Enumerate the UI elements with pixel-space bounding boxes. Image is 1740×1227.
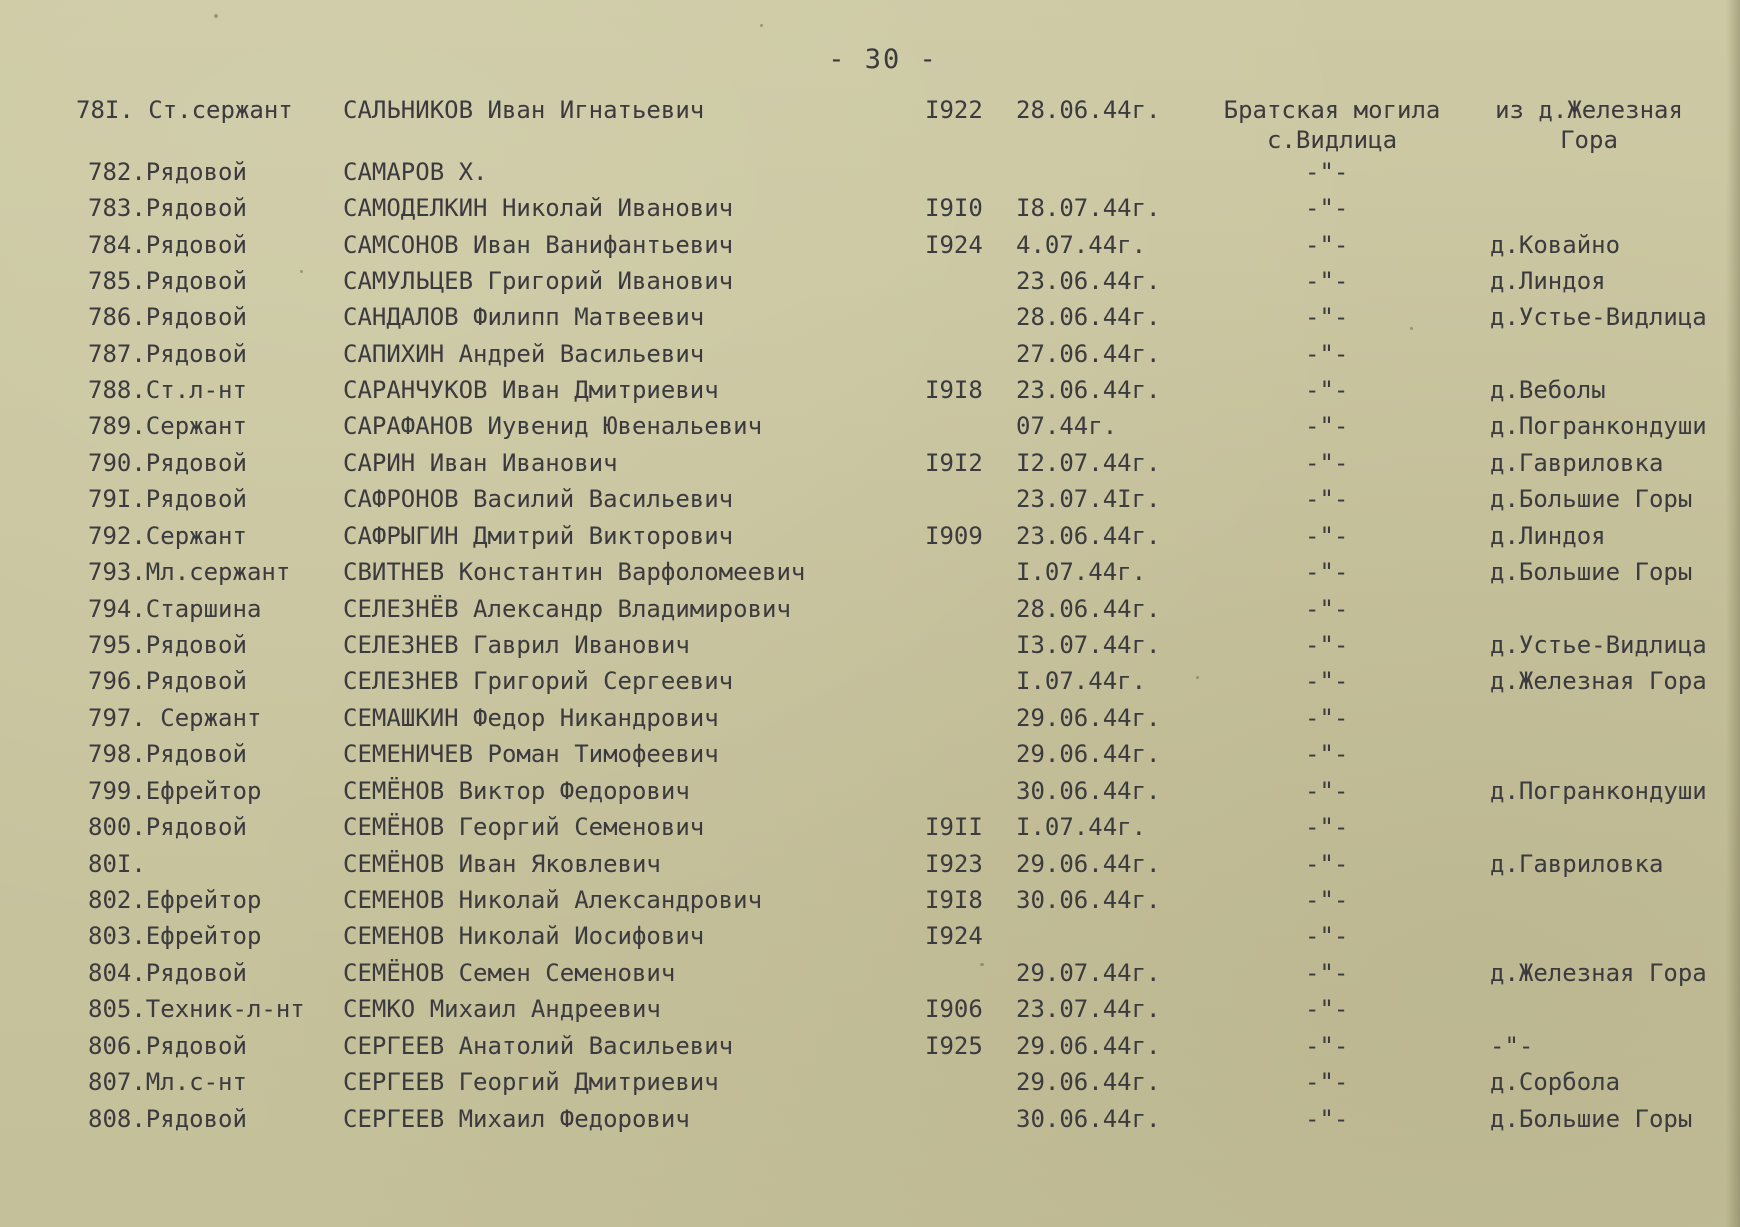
record-burial-place — [1305, 849, 1348, 879]
record-death-date: 29.07.44г. — [1016, 959, 1161, 987]
record-row — [0, 739, 1740, 775]
record-full-name: СЕМЕНИЧЕВ Роман Тимофеевич — [343, 740, 719, 768]
record-row — [0, 1067, 1740, 1103]
record-full-name: СЕЛЕЗНЕВ Григорий Сергеевич — [343, 667, 734, 695]
record-burial-place — [1305, 193, 1348, 223]
burial-place-line: с.Видлица — [1266, 126, 1398, 154]
record-number-rank: 784.Рядовой — [88, 231, 247, 259]
record-full-name: СЕРГЕЕВ Георгий Дмитриевич — [343, 1068, 719, 1096]
record-death-date: 29.06.44г. — [1016, 1032, 1161, 1060]
record-full-name: САФРОНОВ Василий Васильевич — [343, 485, 734, 513]
record-number-rank: 782.Рядовой — [88, 158, 247, 186]
record-full-name: СЕМЕНОВ Николай Иосифович — [343, 922, 705, 950]
record-full-name: СЕЛЕЗНЁВ Александр Владимирович — [343, 595, 791, 623]
origin-village-line: д.Линдоя — [1490, 522, 1606, 550]
burial-place-line: -"- — [1305, 303, 1349, 331]
record-death-date: 30.06.44г. — [1016, 1105, 1161, 1133]
page-number: - 30 - — [828, 44, 938, 75]
burial-place-line: -"- — [1305, 449, 1349, 477]
record-number-rank: 788.Ст.л-нт — [88, 376, 247, 404]
record-full-name: СЕМЁНОВ Иван Яковлевич — [343, 850, 661, 878]
record-full-name: СЕЛЕЗНЕВ Гаврил Иванович — [343, 631, 690, 659]
record-birth-year: I925 — [925, 1032, 983, 1060]
record-full-name: САПИХИН Андрей Васильевич — [343, 340, 705, 368]
record-death-date: I8.07.44г. — [1016, 194, 1161, 222]
record-burial-place — [1305, 411, 1348, 441]
record-number-rank: 79I.Рядовой — [88, 485, 247, 513]
record-birth-year: I923 — [925, 850, 983, 878]
record-row — [0, 521, 1740, 557]
record-burial-place — [1305, 521, 1348, 551]
record-number-rank: 808.Рядовой — [88, 1105, 247, 1133]
record-death-date: I.07.44г. — [1016, 813, 1147, 841]
record-origin-village — [1490, 666, 1707, 696]
record-row — [0, 230, 1740, 266]
record-number-rank: 793.Мл.сержант — [88, 558, 291, 586]
origin-village-line: д.Гавриловка — [1490, 449, 1664, 477]
record-burial-place — [1217, 95, 1447, 155]
record-birth-year: I909 — [925, 522, 983, 550]
record-row — [0, 703, 1740, 739]
record-death-date: 29.06.44г. — [1016, 740, 1161, 768]
record-number-rank: 794.Старшина — [88, 595, 262, 623]
record-origin-village — [1490, 849, 1663, 879]
record-number-rank: 807.Мл.с-нт — [88, 1068, 247, 1096]
record-origin-village — [1490, 776, 1707, 806]
origin-village-line: д.Большие Горы — [1490, 485, 1693, 513]
origin-village-line: из д.Железная — [1495, 96, 1683, 124]
record-number-rank: 785.Рядовой — [88, 267, 247, 295]
paper-speck — [1410, 327, 1413, 330]
record-origin-village — [1490, 1067, 1620, 1097]
record-full-name: СЕРГЕЕВ Михаил Федорович — [343, 1105, 690, 1133]
record-death-date: 27.06.44г. — [1016, 340, 1161, 368]
record-number-rank: 799.Ефрейтор — [88, 777, 262, 805]
record-burial-place — [1305, 339, 1348, 369]
record-row — [0, 95, 1740, 159]
record-number-rank: 787.Рядовой — [88, 340, 247, 368]
origin-village-line: д.Большие Горы — [1490, 1105, 1693, 1133]
record-burial-place — [1305, 958, 1348, 988]
record-number-rank: 786.Рядовой — [88, 303, 247, 331]
record-origin-village — [1490, 484, 1692, 514]
record-burial-place — [1305, 630, 1348, 660]
record-full-name: САМАРОВ Х. — [343, 158, 488, 186]
record-origin-village — [1490, 266, 1606, 296]
record-burial-place — [1305, 557, 1348, 587]
record-number-rank: 796.Рядовой — [88, 667, 247, 695]
record-death-date: 07.44г. — [1016, 412, 1118, 440]
burial-place-line: -"- — [1305, 959, 1349, 987]
record-birth-year: I924 — [925, 922, 983, 950]
origin-village-line: д.Устье-Видлица — [1490, 303, 1707, 331]
record-death-date: 28.06.44г. — [1016, 303, 1161, 331]
record-full-name: САМСОНОВ Иван Ванифантьевич — [343, 231, 734, 259]
record-origin-village — [1490, 230, 1620, 260]
record-number-rank: 792.Сержант — [88, 522, 247, 550]
record-death-date: 28.06.44г. — [1016, 96, 1161, 124]
burial-place-line: -"- — [1305, 1105, 1349, 1133]
burial-place-line: -"- — [1305, 995, 1349, 1023]
burial-place-line: -"- — [1305, 667, 1349, 695]
record-burial-place — [1305, 302, 1348, 332]
record-row — [0, 849, 1740, 885]
record-death-date: I2.07.44г. — [1016, 449, 1161, 477]
origin-village-line: д.Погранкондуши — [1490, 777, 1707, 805]
record-row — [0, 339, 1740, 375]
burial-place-line: -"- — [1305, 813, 1349, 841]
record-full-name: САМОДЕЛКИН Николай Иванович — [343, 194, 734, 222]
burial-place-line: -"- — [1305, 158, 1349, 186]
record-full-name: САРАНЧУКОВ Иван Дмитриевич — [343, 376, 719, 404]
origin-village-line: д.Ковайно — [1490, 231, 1621, 259]
record-burial-place — [1305, 812, 1348, 842]
record-origin-village — [1490, 630, 1707, 660]
record-row — [0, 302, 1740, 338]
record-death-date: 23.06.44г. — [1016, 376, 1161, 404]
record-birth-year: I922 — [925, 96, 983, 124]
record-full-name: САРАФАНОВ Иувенид Ювенальевич — [343, 412, 763, 440]
burial-place-line: -"- — [1305, 340, 1349, 368]
record-burial-place — [1305, 921, 1348, 951]
record-row — [0, 193, 1740, 229]
record-number-rank: 797. Сержант — [88, 704, 262, 732]
record-row — [0, 958, 1740, 994]
record-death-date: 30.06.44г. — [1016, 886, 1161, 914]
origin-village-line: д.Устье-Видлица — [1490, 631, 1707, 659]
origin-village-line: д.Гавриловка — [1490, 850, 1664, 878]
record-origin-village — [1490, 557, 1692, 587]
record-row — [0, 885, 1740, 921]
record-death-date: 29.06.44г. — [1016, 704, 1161, 732]
record-row — [0, 411, 1740, 447]
burial-place-line: -"- — [1305, 194, 1349, 222]
record-number-rank: 78I. Ст.сержант — [76, 96, 293, 124]
record-burial-place — [1305, 230, 1348, 260]
record-number-rank: 783.Рядовой — [88, 194, 247, 222]
origin-village-line: -"- — [1490, 1032, 1534, 1060]
record-birth-year: I924 — [925, 231, 983, 259]
record-birth-year: I9II — [925, 813, 983, 841]
record-burial-place — [1305, 776, 1348, 806]
record-number-rank: 800.Рядовой — [88, 813, 247, 841]
paper-speck — [300, 270, 303, 273]
record-origin-village — [1490, 521, 1606, 551]
burial-place-line: -"- — [1305, 522, 1349, 550]
record-row — [0, 1031, 1740, 1067]
record-birth-year: I9I2 — [925, 449, 983, 477]
record-full-name: СЕМЕНОВ Николай Александрович — [343, 886, 763, 914]
record-burial-place — [1305, 484, 1348, 514]
origin-village-line: д.Линдоя — [1490, 267, 1606, 295]
record-origin-village — [1490, 375, 1606, 405]
paper-speck — [760, 24, 763, 27]
record-number-rank: 803.Ефрейтор — [88, 922, 262, 950]
record-row — [0, 594, 1740, 630]
record-burial-place — [1305, 448, 1348, 478]
burial-place-line: -"- — [1305, 558, 1349, 586]
burial-place-line: -"- — [1305, 850, 1349, 878]
record-row — [0, 557, 1740, 593]
record-number-rank: 805.Техник-л-нт — [88, 995, 305, 1023]
burial-place-line: -"- — [1305, 922, 1349, 950]
record-number-rank: 80I. — [88, 850, 146, 878]
burial-place-line: -"- — [1305, 595, 1349, 623]
record-row — [0, 666, 1740, 702]
record-death-date: 23.06.44г. — [1016, 267, 1161, 295]
record-number-rank: 789.Сержант — [88, 412, 247, 440]
record-birth-year: I9I8 — [925, 376, 983, 404]
origin-village-line: д.Железная Гора — [1490, 667, 1707, 695]
origin-village-line: д.Погранкондуши — [1490, 412, 1707, 440]
record-full-name: СЕМКО Михаил Андреевич — [343, 995, 661, 1023]
record-death-date: 29.06.44г. — [1016, 1068, 1161, 1096]
record-origin-village — [1490, 302, 1707, 332]
origin-village-line: д.Большие Горы — [1490, 558, 1693, 586]
record-burial-place — [1305, 594, 1348, 624]
burial-place-line: -"- — [1305, 412, 1349, 440]
record-origin-village — [1490, 448, 1663, 478]
record-full-name: САМУЛЬЦЕВ Григорий Иванович — [343, 267, 734, 295]
record-row — [0, 484, 1740, 520]
record-burial-place — [1305, 739, 1348, 769]
record-burial-place — [1305, 157, 1348, 187]
record-row — [0, 266, 1740, 302]
paper-speck — [214, 14, 218, 18]
record-row — [0, 812, 1740, 848]
burial-place-line: -"- — [1305, 886, 1349, 914]
record-full-name: СЕРГЕЕВ Анатолий Васильевич — [343, 1032, 734, 1060]
paper-speck — [1196, 676, 1199, 679]
burial-place-line: -"- — [1305, 376, 1349, 404]
record-origin-village — [1490, 958, 1707, 988]
record-row — [0, 921, 1740, 957]
origin-village-line: Гора — [1560, 126, 1618, 154]
burial-place-line: -"- — [1305, 1032, 1349, 1060]
record-death-date: 30.06.44г. — [1016, 777, 1161, 805]
record-burial-place — [1305, 1031, 1348, 1061]
record-origin-village — [1490, 411, 1707, 441]
record-death-date: I3.07.44г. — [1016, 631, 1161, 659]
origin-village-line: д.Сорбола — [1490, 1068, 1621, 1096]
page-edge-shadow — [1726, 0, 1740, 1227]
record-death-date: 23.07.44г. — [1016, 995, 1161, 1023]
record-death-date: 29.06.44г. — [1016, 850, 1161, 878]
record-birth-year: I906 — [925, 995, 983, 1023]
record-full-name: САФРЫГИН Дмитрий Викторович — [343, 522, 734, 550]
record-death-date: 4.07.44г. — [1016, 231, 1147, 259]
record-number-rank: 798.Рядовой — [88, 740, 247, 768]
record-burial-place — [1305, 994, 1348, 1024]
record-burial-place — [1305, 1067, 1348, 1097]
record-full-name: СЕМЁНОВ Виктор Федорович — [343, 777, 690, 805]
burial-place-line: -"- — [1305, 485, 1349, 513]
burial-place-line: -"- — [1305, 267, 1349, 295]
burial-place-line: -"- — [1305, 231, 1349, 259]
record-origin-village — [1490, 1104, 1692, 1134]
record-number-rank: 790.Рядовой — [88, 449, 247, 477]
burial-place-line: -"- — [1305, 740, 1349, 768]
burial-place-line: -"- — [1305, 631, 1349, 659]
record-full-name: СЕМАШКИН Федор Никандрович — [343, 704, 719, 732]
record-origin-village — [1478, 95, 1700, 155]
record-row — [0, 776, 1740, 812]
record-number-rank: 804.Рядовой — [88, 959, 247, 987]
record-origin-village — [1490, 1031, 1533, 1061]
burial-place-line: -"- — [1305, 704, 1349, 732]
record-birth-year: I9I8 — [925, 886, 983, 914]
record-burial-place — [1305, 703, 1348, 733]
record-number-rank: 806.Рядовой — [88, 1032, 247, 1060]
record-burial-place — [1305, 666, 1348, 696]
record-number-rank: 795.Рядовой — [88, 631, 247, 659]
burial-place-line: -"- — [1305, 777, 1349, 805]
origin-village-line: д.Железная Гора — [1490, 959, 1707, 987]
record-full-name: САРИН Иван Иванович — [343, 449, 618, 477]
record-death-date: I.07.44г. — [1016, 558, 1147, 586]
record-full-name: СВИТНЕВ Константин Варфоломеевич — [343, 558, 806, 586]
origin-village-line: д.Веболы — [1490, 376, 1606, 404]
record-row — [0, 448, 1740, 484]
record-birth-year: I9I0 — [925, 194, 983, 222]
record-burial-place — [1305, 375, 1348, 405]
paper-speck — [980, 963, 984, 966]
record-burial-place — [1305, 266, 1348, 296]
record-death-date: 23.06.44г. — [1016, 522, 1161, 550]
record-full-name: СЕМЁНОВ Георгий Семенович — [343, 813, 705, 841]
record-row — [0, 157, 1740, 193]
record-burial-place — [1305, 1104, 1348, 1134]
burial-place-line: -"- — [1305, 1068, 1349, 1096]
record-full-name: СЕМЁНОВ Семен Семенович — [343, 959, 676, 987]
record-row — [0, 375, 1740, 411]
record-number-rank: 802.Ефрейтор — [88, 886, 262, 914]
record-row — [0, 994, 1740, 1030]
record-full-name: САНДАЛОВ Филипп Матвеевич — [343, 303, 705, 331]
record-row — [0, 1104, 1740, 1140]
record-death-date: I.07.44г. — [1016, 667, 1147, 695]
burial-place-line: Братская могила — [1223, 96, 1441, 124]
record-burial-place — [1305, 885, 1348, 915]
record-full-name: САЛЬНИКОВ Иван Игнатьевич — [343, 96, 705, 124]
record-death-date: 23.07.4Iг. — [1016, 485, 1161, 513]
record-death-date: 28.06.44г. — [1016, 595, 1161, 623]
record-row — [0, 630, 1740, 666]
